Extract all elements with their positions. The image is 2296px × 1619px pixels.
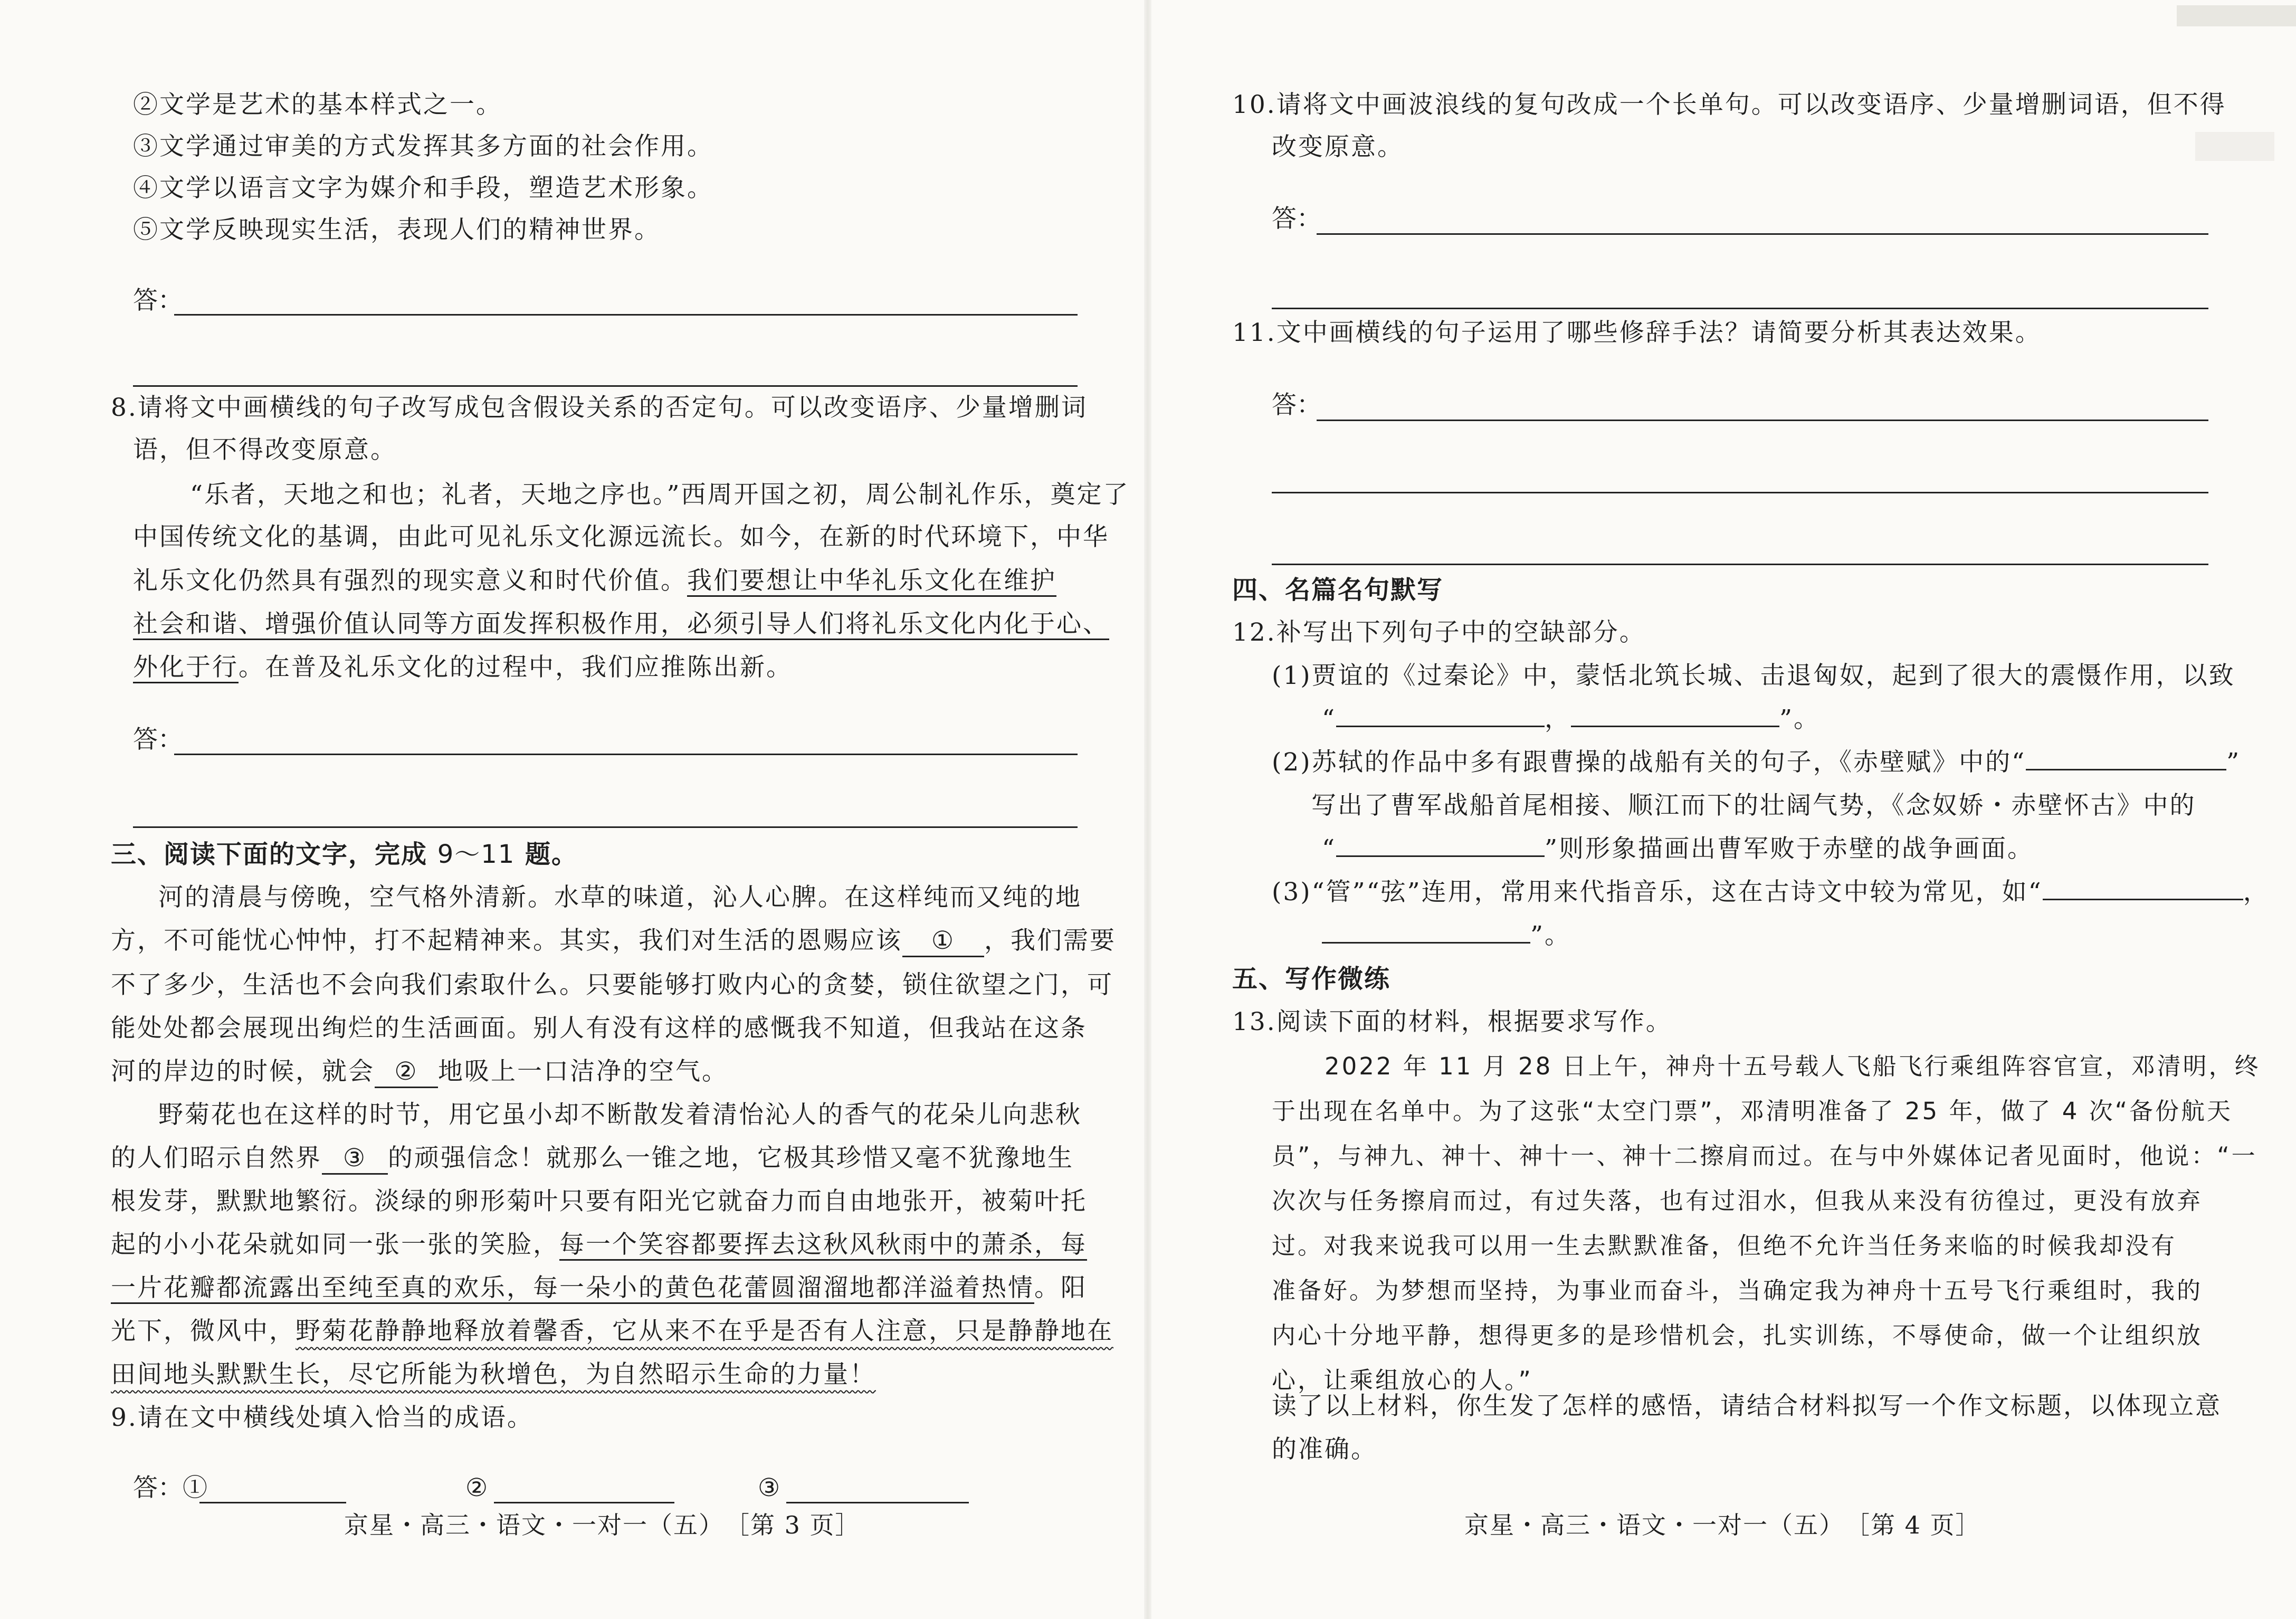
question-10: 10.请将文中画波浪线的复句改成一个长单句。可以改变语序、少量增删词语，但不得 <box>1232 90 2226 119</box>
fill-blank[interactable] <box>1322 942 1530 944</box>
answer-label: 答： <box>133 286 183 315</box>
question-9: 9.请在文中横线处填入恰当的成语。 <box>111 1403 533 1432</box>
q9-answer-line-1[interactable] <box>199 1502 346 1503</box>
heading-text: 三、阅读下面的文字，完成 <box>111 840 437 869</box>
answer-line[interactable] <box>133 826 1078 828</box>
underlined-sentence: 社会和谐、增强价值认同等方面发挥积极作用，必须引导人们将礼乐文化内化于心、 <box>133 609 1109 639</box>
underlined-sentence: 每一个笑容都要挥去这秋风秋雨中的萧杀，每 <box>559 1230 1087 1259</box>
quote-mark: ”。 <box>1530 921 1571 950</box>
reading-text: 。阳 <box>1034 1273 1087 1302</box>
reading-line <box>111 923 1116 958</box>
fill-blank[interactable] <box>1336 726 1545 727</box>
option-4: ④文学以语言文字为媒介和手段，塑造艺术形象。 <box>133 174 713 203</box>
fill-blank[interactable] <box>1336 855 1545 857</box>
page-right <box>1148 0 2296 1619</box>
passage-line <box>133 650 793 685</box>
passage-line <box>133 607 1109 642</box>
answer-line[interactable] <box>174 314 1078 316</box>
passage-text: 礼乐文化仍然具有强烈的现实意义和时代价值。 <box>133 566 687 595</box>
answer-label: 答： <box>1272 204 1321 233</box>
material-line: 心，让乘组放心的人。” <box>1272 1366 1533 1394</box>
material-line: 内心十分地平静，想得更多的是珍惜机会，扎实训练，不辱使命，做一个让组织放 <box>1272 1321 2203 1349</box>
fill-blank[interactable] <box>2026 769 2226 770</box>
underlined-sentence: 一片花瓣都流露出至纯至真的欢乐，每一朵小的黄色花蕾圆溜溜地都洋溢着热情 <box>111 1273 1034 1302</box>
underlined-sentence: 我们要想让中华礼乐文化在维护 <box>687 566 1056 595</box>
section-4-heading: 四、名篇名句默写 <box>1232 575 1444 605</box>
sentence-2-blank <box>1322 832 2034 866</box>
page-footer: 京星・高三・语文・一对一（五） ［第 3 页］ <box>344 1511 861 1539</box>
sentence-1-blanks <box>1322 702 1820 737</box>
question-11: 11.文中画横线的句子运用了哪些修辞手法？请简要分析其表达效果。 <box>1232 318 2042 347</box>
answer-line[interactable] <box>1317 420 2208 421</box>
q9-answer-line-3[interactable] <box>786 1502 969 1503</box>
heading-text: 题。 <box>515 840 578 869</box>
answer-label: 答： <box>133 725 183 754</box>
page-footer: 京星・高三・语文・一对一（五） ［第 4 页］ <box>1464 1511 1981 1539</box>
punct: ， <box>1545 704 1571 734</box>
answer-line[interactable] <box>1272 308 2208 309</box>
print-smudge <box>2195 132 2274 161</box>
quote-mark: “ <box>1322 834 1337 863</box>
quote-mark: ” <box>2226 748 2241 777</box>
q9-mark-2: ② <box>465 1473 488 1502</box>
sentence-2-cont: 写出了曹军战船首尾相接、顺江而下的壮阔气势，《念奴娇・赤壁怀古》中的 <box>1311 791 2196 820</box>
fill-blank[interactable] <box>1571 726 1779 727</box>
reading-text: 的人们昭示自然界 <box>111 1144 322 1173</box>
reading-text: 起的小小花朵就如同一张一张的笑脸， <box>111 1230 559 1259</box>
quote-mark: ”。 <box>1779 704 1821 734</box>
answer-line[interactable] <box>1317 233 2208 235</box>
reading-line: 河的清晨与傍晚，空气格外清新。水草的味道，沁人心脾。在这样纯而又纯的地 <box>158 883 1082 912</box>
sentence-3-blank <box>1322 918 1571 953</box>
wavy-sentence: 野菊花静静地释放着馨香，它从来不在乎是否有人注意，只是静静地在 <box>296 1317 1113 1346</box>
reading-line <box>111 1314 1113 1349</box>
sentence-3 <box>1272 875 2270 910</box>
option-5: ⑤文学反映现实生活，表现人们的精神世界。 <box>133 215 661 244</box>
section-3-heading <box>111 837 578 872</box>
sentence-text: ”则形象描画出曹军败于赤壁的战争画面。 <box>1545 834 2034 863</box>
underlined-sentence: 外化于行 <box>133 653 239 682</box>
q9-answer-line-2[interactable] <box>494 1502 674 1503</box>
q9-mark-3: ③ <box>758 1473 780 1502</box>
material-line: 准备好。为梦想而坚持，为事业而奋斗，当确定我为神舟十五号飞行乘组时，我的 <box>1272 1277 2203 1304</box>
question-10-cont: 改变原意。 <box>1272 132 1404 161</box>
punct: ， <box>2243 878 2270 907</box>
question-8-cont: 语，但不得改变原意。 <box>133 435 397 464</box>
answer-line[interactable] <box>1272 492 2208 493</box>
answer-line[interactable] <box>133 385 1078 387</box>
reading-line <box>111 1227 1087 1262</box>
question-8: 8.请将文中画横线的句子改写成包含假设关系的否定句。可以改变语序、少量增删词 <box>111 393 1088 422</box>
q9-answer-label: 答：① <box>133 1473 207 1502</box>
passage-line <box>133 564 1056 598</box>
reading-text: ，我们需要 <box>984 926 1116 955</box>
reading-line <box>111 1271 1087 1306</box>
material-line: 于出现在名单中。为了这张“太空门票”，邓清明准备了 25 年，做了 4 次“备份航天 <box>1272 1097 2233 1125</box>
option-3: ③文学通过审美的方式发挥其多方面的社会作用。 <box>133 132 713 161</box>
blank-2[interactable]: ② <box>375 1057 438 1088</box>
wavy-sentence: 田间地头默默生长，尽它所能为秋增色，为自然昭示生命的力量！ <box>111 1360 876 1389</box>
material-line: 次次与任务擦肩而过，有过失落，也有过泪水，但我从来没有彷徨过，更没有放弃 <box>1272 1187 2203 1215</box>
answer-label: 答： <box>1272 391 1321 420</box>
quote-mark: “ <box>1322 704 1337 734</box>
sentence-text: (3)“管”“弦”连用，常用来代指音乐，这在古诗文中较为常见，如“ <box>1272 878 2043 907</box>
sentence-text: (2)苏轼的作品中多有跟曹操的战船有关的句子，《赤壁赋》中的“ <box>1272 748 2026 777</box>
reading-text: 方，不可能忧心忡忡，打不起精神来。其实，我们对生活的恩赐应该 <box>111 926 902 955</box>
reading-text: 光下，微风中， <box>111 1317 296 1346</box>
material-line: 2022 年 11 月 28 日上午，神舟十五号载人飞船飞行乘组阵容官宣，邓清明，终 <box>1325 1052 2261 1080</box>
reading-line <box>111 1054 728 1089</box>
passage-line: 中国传统文化的基调，由此可见礼乐文化源远流长。如今，在新的时代环境下，中华 <box>133 522 1109 551</box>
answer-line[interactable] <box>1272 564 2208 565</box>
fill-blank[interactable] <box>2043 899 2243 900</box>
passage-text: 。在普及礼乐文化的过程中，我们应推陈出新。 <box>239 653 793 682</box>
reading-line: 野菊花也在这样的时节，用它虽小却不断散发着清怡沁人的香气的花朵儿向悲秋 <box>158 1100 1082 1129</box>
reading-line <box>111 1141 1074 1176</box>
blank-3[interactable]: ③ <box>322 1144 388 1175</box>
reading-line <box>111 1357 876 1392</box>
reading-line: 根发芽，默默地繁衍。淡绿的卵形菊叶只要有阳光它就奋力而自由地张开，被菊叶托 <box>111 1187 1087 1216</box>
sentence-2 <box>1272 745 2241 780</box>
reading-text: 的顽强信念！就那么一锥之地，它极其珍惜又毫不犹豫地生 <box>388 1144 1074 1173</box>
section-5-heading: 五、写作微练 <box>1232 964 1391 994</box>
passage-line: “乐者，天地之和也；礼者，天地之序也。”西周开国之初，周公制礼作乐，奠定了 <box>190 480 1130 509</box>
sentence-1: (1)贾谊的《过秦论》中，蒙恬北筑长城、击退匈奴，起到了很大的震慑作用，以致 <box>1272 661 2235 690</box>
heading-range: 9～11 <box>437 840 516 869</box>
material-line: 员”，与神九、神十、神十一、神十二擦肩而过。在与中外媒体记者见面时，他说：“一 <box>1272 1142 2257 1170</box>
answer-line[interactable] <box>174 754 1078 755</box>
print-smudge <box>2177 5 2296 26</box>
reading-text: 地吸上一口洁净的空气。 <box>438 1057 728 1086</box>
question-13: 13.阅读下面的材料，根据要求写作。 <box>1232 1007 1672 1036</box>
reading-line: 不了多少，生活也不会向我们索取什么。只要能够打败内心的贪婪，锁住欲望之门，可 <box>111 970 1113 999</box>
writing-task-cont: 的准确。 <box>1272 1435 1377 1464</box>
blank-1[interactable]: ① <box>902 926 984 957</box>
question-12: 12.补写出下列句子中的空缺部分。 <box>1232 618 1646 647</box>
reading-text: 河的岸边的时候，就会 <box>111 1057 375 1086</box>
writing-task: 读了以上材料，你生发了怎样的感悟，请结合材料拟写一个作文标题，以体现立意 <box>1272 1392 2222 1421</box>
option-2: ②文学是艺术的基本样式之一。 <box>133 90 502 119</box>
material-line: 过。对我来说我可以用一生去默默准备，但绝不允许当任务来临的时候我却没有 <box>1272 1232 2177 1260</box>
reading-line: 能处处都会展现出绚烂的生活画面。别人有没有这样的感慨我不知道，但我站在这条 <box>111 1014 1087 1043</box>
